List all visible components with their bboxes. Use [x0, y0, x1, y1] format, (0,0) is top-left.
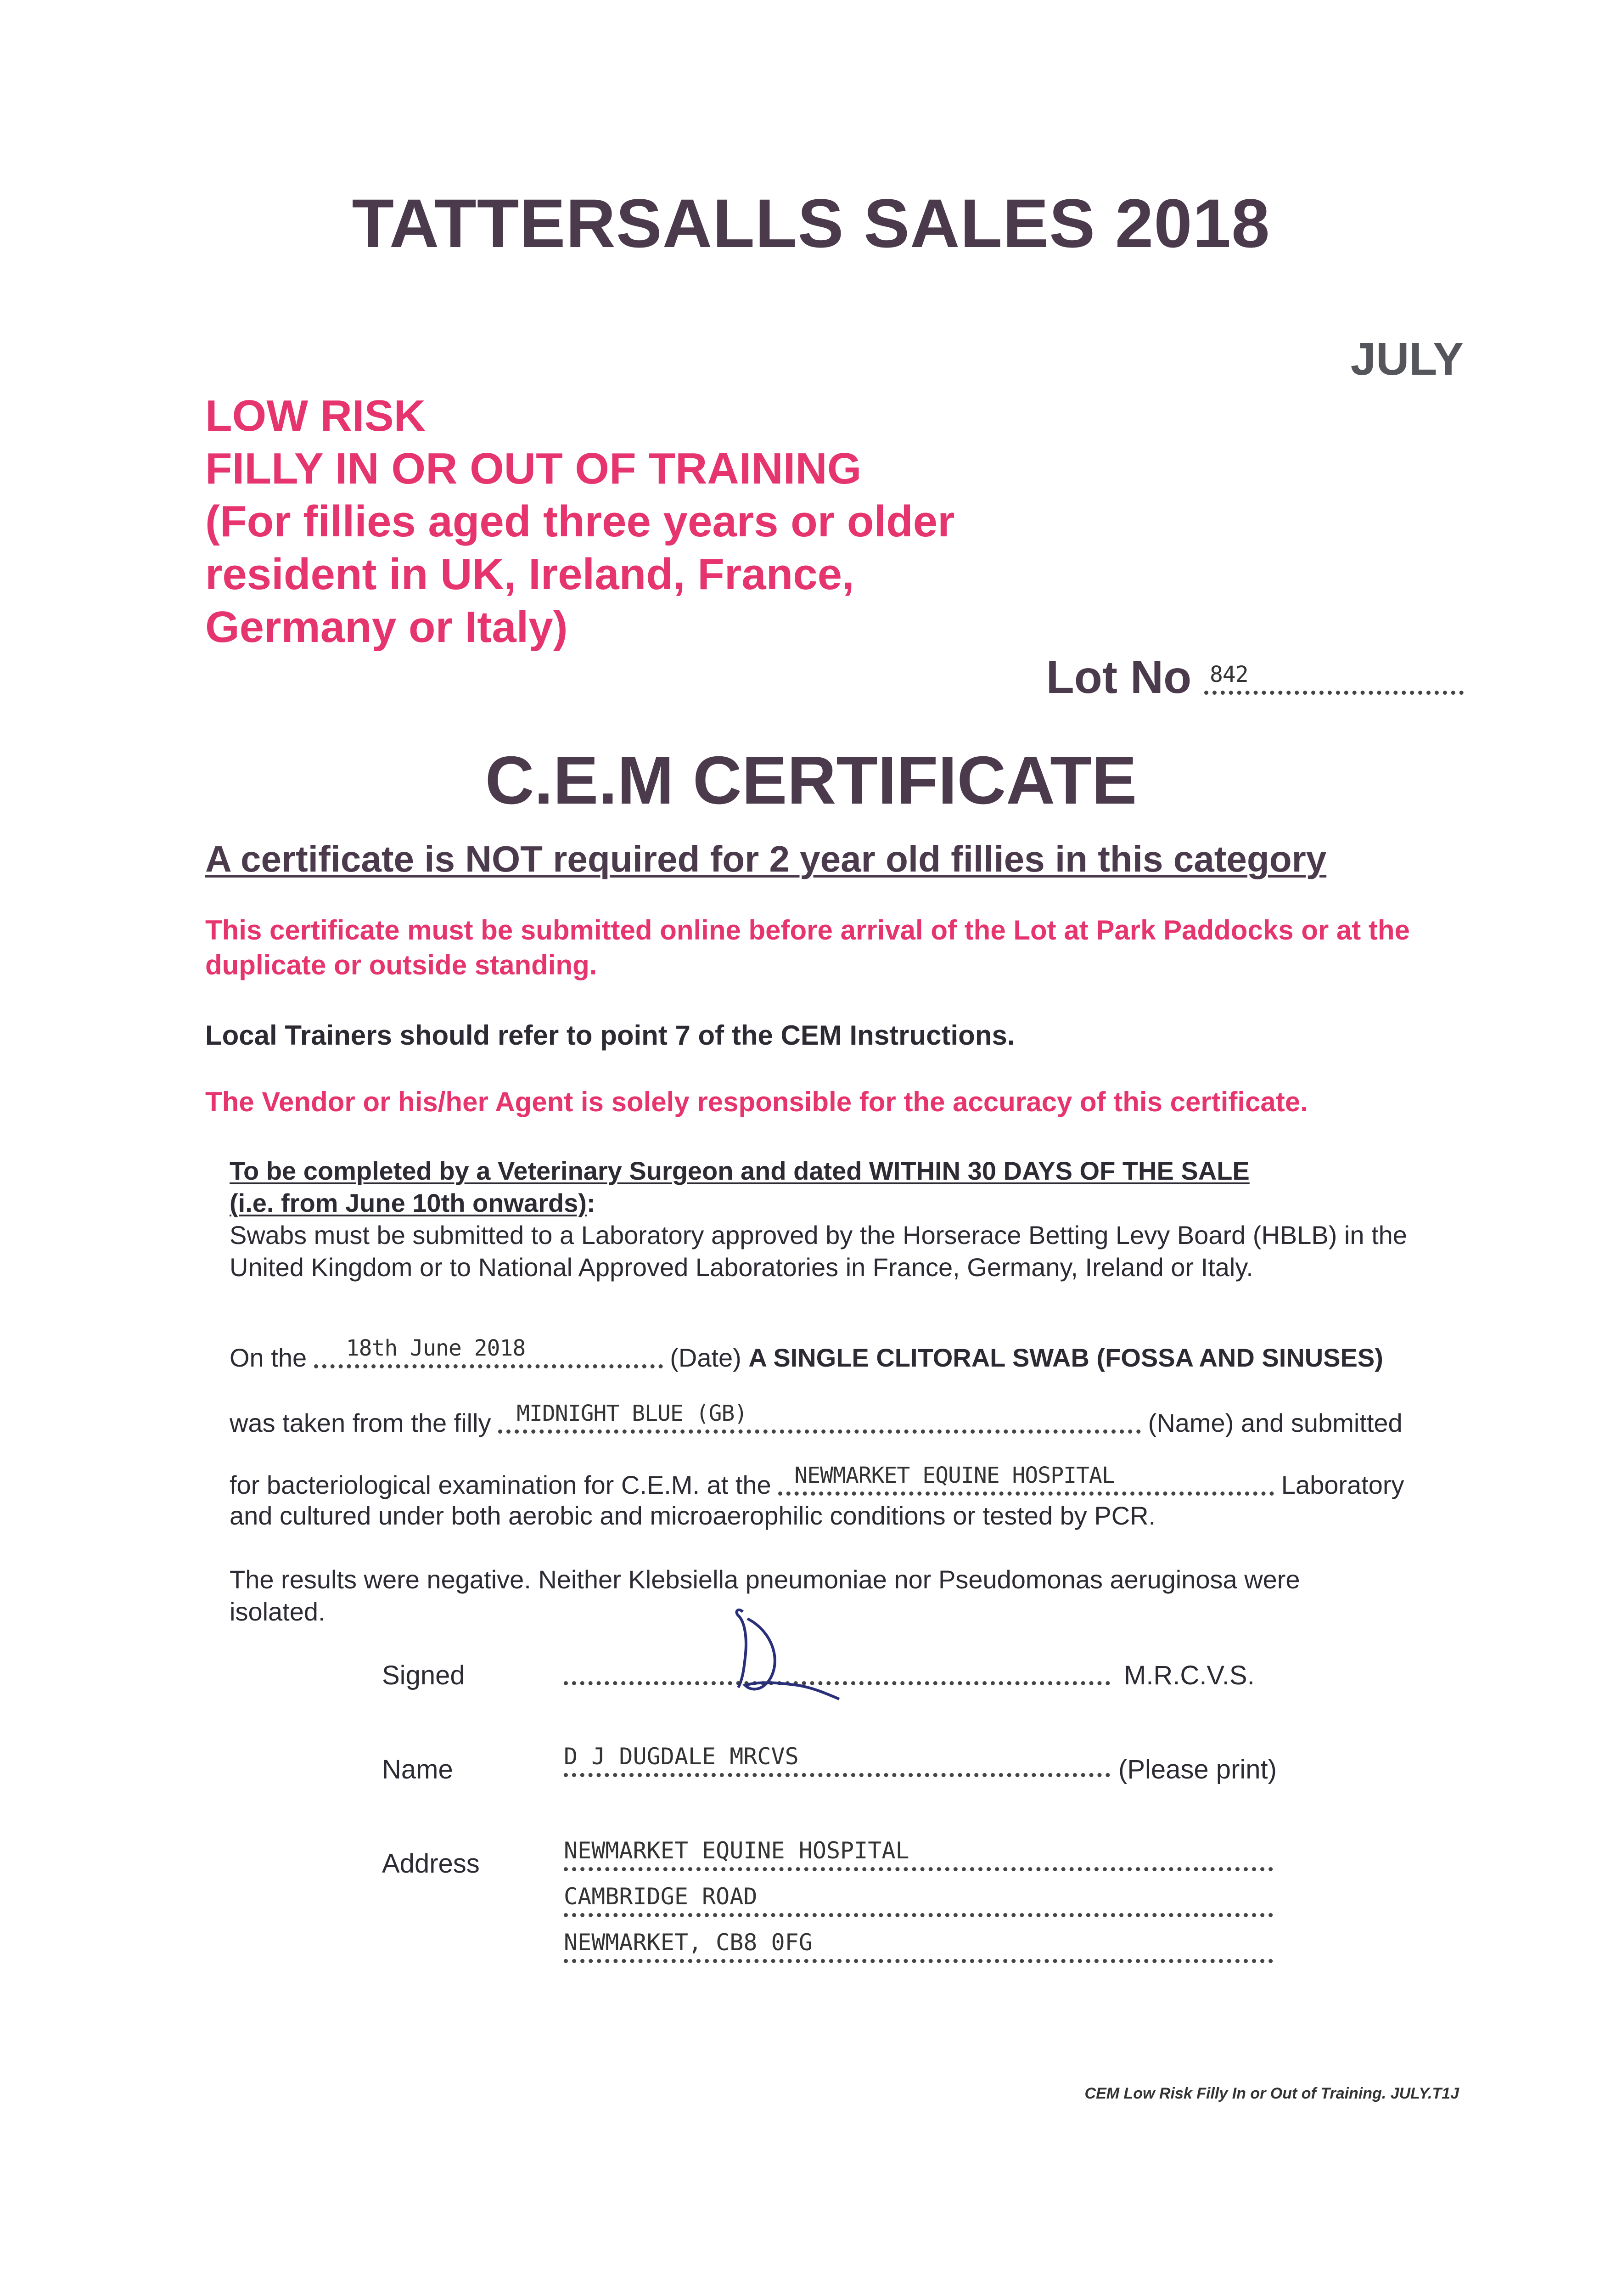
name-label: Name [382, 1755, 453, 1784]
date-field[interactable] [314, 1335, 663, 1367]
form-reference: CEM Low Risk Filly In or Out of Training. JULY.T1J [1084, 2085, 1459, 2102]
laboratory-field[interactable] [778, 1463, 1274, 1494]
category-line: Germany or Italy) [205, 602, 568, 652]
signature-mark [702, 1603, 867, 1704]
date-range-colon: : [586, 1188, 595, 1217]
address-line-2[interactable] [564, 1880, 1273, 1917]
address-line-3[interactable] [564, 1926, 1273, 1963]
address-value: NEWMARKET EQUINE HOSPITAL [564, 1837, 909, 1864]
category-line: LOW RISK [205, 391, 426, 440]
date-range-text: (i.e. from June 10th onwards) [230, 1188, 587, 1217]
vet-name-value: D J DUGDALE MRCVS [564, 1743, 799, 1770]
local-trainers-note: Local Trainers should refer to point 7 of the CEM Instructions. [205, 1020, 1015, 1051]
vendor-responsibility-note: The Vendor or his/her Agent is solely responsible for the accuracy of this certificate. [205, 1086, 1308, 1117]
laboratory-label: Laboratory [1281, 1470, 1404, 1499]
filly-row [230, 1401, 1403, 1438]
laboratory-row [230, 1463, 1404, 1500]
taken-from-label: was taken from the filly [230, 1408, 491, 1437]
address-value: NEWMARKET, CB8 0FG [564, 1929, 813, 1956]
certificate-subtitle: A certificate is NOT required for 2 year old fillies in this category [205, 838, 1327, 879]
swabs-instructions: Swabs must be submitted to a Laboratory approved by the Horserace Betting Levy Board (HBLB) in the United Kingdom or to National Approved Laboratories in France, Germany, Ireland or Italy. [230, 1221, 1407, 1282]
lot-number [1046, 651, 1464, 704]
category-line: resident in UK, Ireland, France, [205, 550, 854, 599]
bacteriological-label: for bacteriological examination for C.E.M. at the [230, 1470, 771, 1499]
address-label: Address [382, 1849, 480, 1879]
online-submission-note: This certificate must be submitted online before arrival of the Lot at Park Paddocks or at the duplicate or outside standing. [205, 915, 1410, 980]
category-block [205, 389, 955, 653]
lot-value: 842 [1210, 662, 1248, 687]
laboratory-value: NEWMARKET EQUINE HOSPITAL [794, 1463, 1115, 1488]
document-title: TATTERSALLS SALES 2018 [352, 185, 1270, 262]
vet-section-heading: To be completed by a Veterinary Surgeon and dated WITHIN 30 DAYS OF THE SALE [230, 1156, 1250, 1185]
filly-name-value: MIDNIGHT BLUE (GB) [516, 1401, 747, 1426]
date-label: (Date) [670, 1343, 741, 1372]
sale-month: JULY [1350, 333, 1464, 385]
address-value: CAMBRIDGE ROAD [564, 1883, 758, 1910]
lot-field[interactable] [1204, 656, 1464, 693]
vet-section-date-range [230, 1187, 595, 1219]
mrcvs-label: M.R.C.V.S. [1124, 1660, 1255, 1690]
swab-type: A SINGLE CLITORAL SWAB (FOSSA AND SINUSES) [748, 1343, 1383, 1372]
date-row [230, 1335, 1383, 1373]
results-text: The results were negative. Neither Klebsiella pneumoniae nor Pseudomonas aeruginosa were isolated. [230, 1565, 1300, 1626]
on-the-label: On the [230, 1343, 307, 1372]
date-value: 18th June 2018 [346, 1335, 526, 1361]
certificate-title: C.E.M CERTIFICATE [485, 743, 1137, 818]
cultured-text: and cultured under both aerobic and microaerophilic conditions or tested by PCR. [230, 1501, 1156, 1530]
name-submitted-label: (Name) and submitted [1148, 1408, 1403, 1437]
please-print-label: (Please print) [1118, 1755, 1277, 1784]
signature-field[interactable] [564, 1649, 1110, 1685]
vet-name-field[interactable] [564, 1740, 1110, 1777]
signed-label: Signed [382, 1660, 465, 1690]
category-line: (For fillies aged three years or older [205, 497, 955, 546]
lot-label: Lot No [1046, 652, 1192, 703]
category-line: FILLY IN OR OUT OF TRAINING [205, 444, 862, 493]
address-line-1[interactable] [564, 1835, 1273, 1871]
filly-name-field[interactable] [498, 1401, 1141, 1432]
